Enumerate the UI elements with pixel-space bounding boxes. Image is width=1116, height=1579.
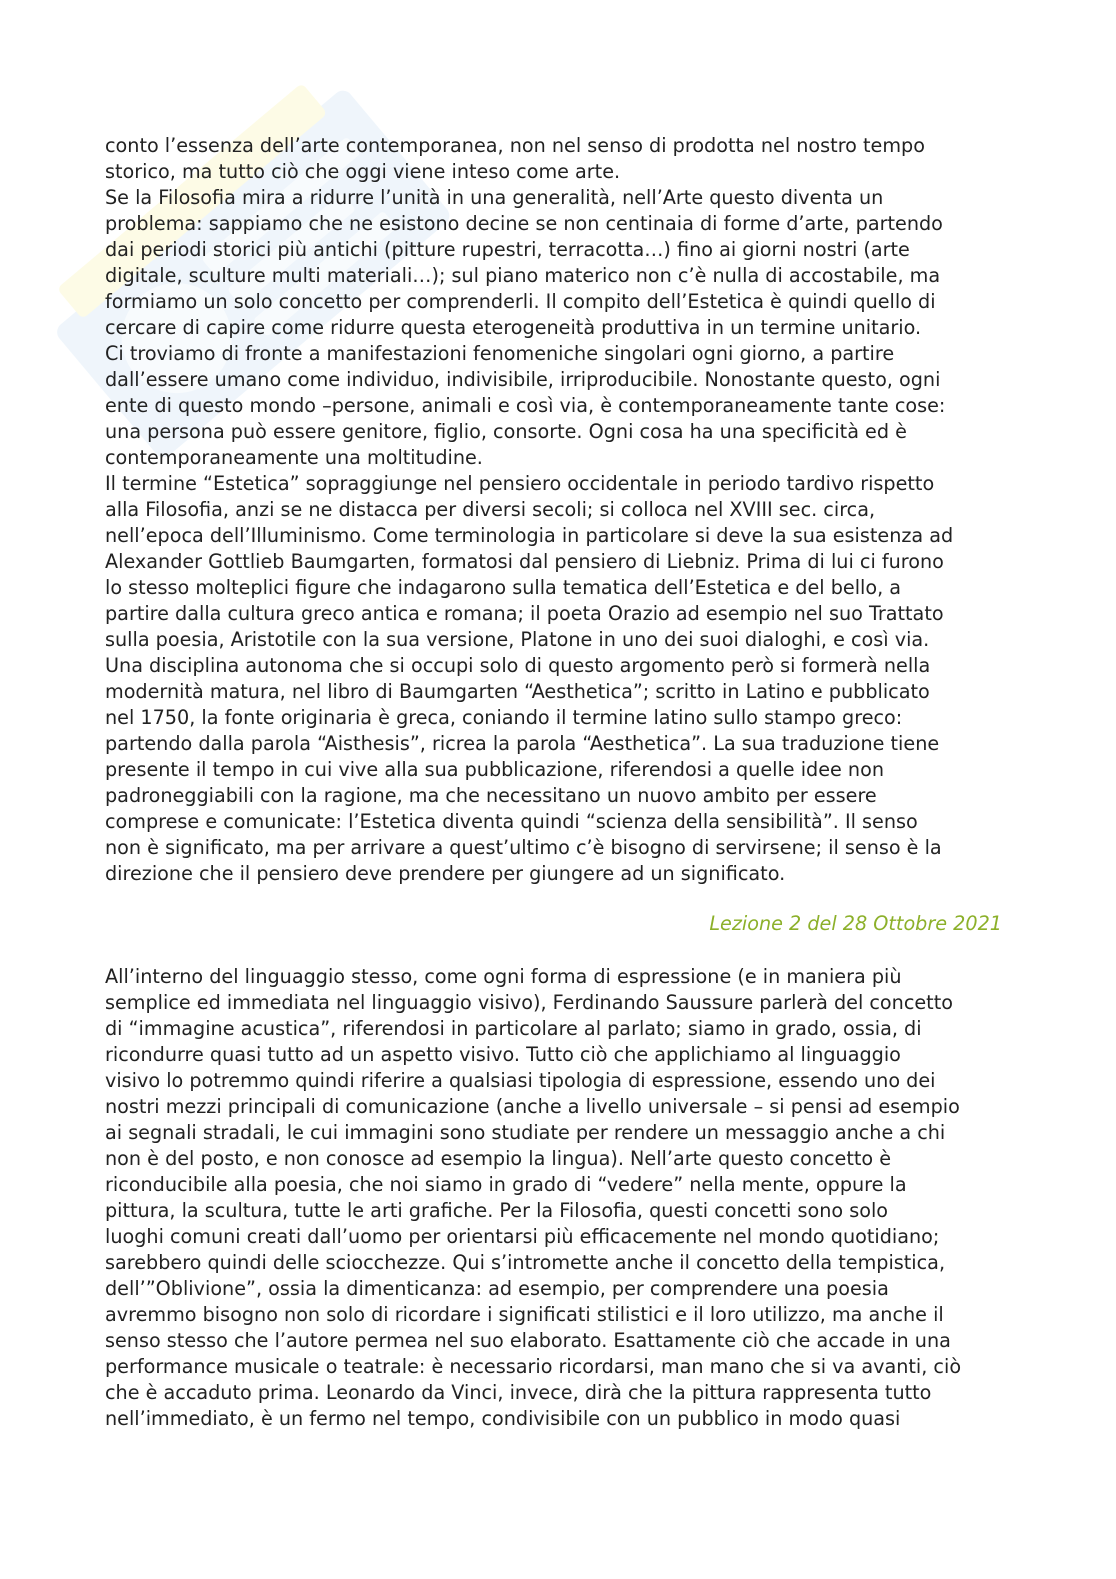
text-line: non è significato, ma per arrivare a quest’ultimo c’è bisogno di servirsene; il senso è la (105, 836, 942, 859)
text-line: pittura, la scultura, tutte le arti grafiche. Per la Filosofia, questi concetti sono solo (105, 1199, 889, 1222)
text-line: che è accaduto prima. Leonardo da Vinci, invece, dirà che la pittura rappresenta tutto (105, 1381, 932, 1404)
text-line: Il termine “Estetica” sopraggiunge nel pensiero occidentale in periodo tardivo rispetto (105, 472, 935, 495)
text-line: senso stesso che l’autore permea nel suo elaborato. Esattamente ciò che accade in una (105, 1329, 951, 1352)
text-line: non è del posto, e non conosce ad esempio la lingua). Nell’arte questo concetto è (105, 1147, 892, 1170)
text-line: ai segnali stradali, le cui immagini sono studiate per rendere un messaggio anche a chi (105, 1121, 946, 1144)
text-line: luoghi comuni creati dall’uomo per orientarsi più efficacemente nel mondo quotidiano; (105, 1225, 940, 1248)
text-line: dai periodi storici più antichi (pitture rupestri, terracotta…) fino ai giorni nostri (arte (105, 238, 910, 261)
lesson-heading: Lezione 2 del 28 Ottobre 2021 (709, 912, 1002, 935)
text-line: storico, ma tutto ciò che oggi viene inteso come arte. (105, 160, 621, 183)
text-line: formiamo un solo concetto per comprenderli. Il compito dell’Estetica è quindi quello di (105, 290, 936, 313)
text-line: lo stesso molteplici figure che indagarono sulla tematica dell’Estetica e del bello, a (105, 576, 902, 599)
text-line: semplice ed immediata nel linguaggio visivo), Ferdinando Saussure parlerà del concetto (105, 991, 953, 1014)
text-line: dall’essere umano come individuo, indivisibile, irriproducibile. Nonostante questo, ogni (105, 368, 941, 391)
text-line: Alexander Gottlieb Baumgarten, formatosi dal pensiero di Liebniz. Prima di lui ci furono (105, 550, 944, 573)
text-line: riconducibile alla poesia, che noi siamo in grado di “vedere” nella mente, oppure la (105, 1173, 907, 1196)
text-line: alla Filosofia, anzi se ne distacca per diversi secoli; si colloca nel XVIII sec. circa, (105, 498, 876, 521)
text-line: Se la Filosofia mira a ridurre l’unità in una generalità, nell’Arte questo diventa un (105, 186, 884, 209)
text-line: ente di questo mondo –persone, animali e così via, è contemporaneamente tante cose: (105, 394, 946, 417)
text-line: Una disciplina autonoma che si occupi solo di questo argomento però si formerà nella (105, 654, 931, 677)
text-line: Ci troviamo di fronte a manifestazioni fenomeniche singolari ogni giorno, a partire (105, 342, 895, 365)
text-line: partire dalla cultura greco antica e romana; il poeta Orazio ad esempio nel suo Trattato (105, 602, 944, 625)
text-line: direzione che il pensiero deve prendere per giungere ad un significato. (105, 862, 786, 885)
text-line: partendo dalla parola “Aisthesis”, ricrea la parola “Aesthetica”. La sua traduzione tiene (105, 732, 940, 755)
text-line: padroneggiabili con la ragione, ma che necessitano un nuovo ambito per essere (105, 784, 877, 807)
text-line: una persona può essere genitore, figlio, consorte. Ogni cosa ha una specificità ed è (105, 420, 907, 443)
text-line: nostri mezzi principali di comunicazione (anche a livello universale – si pensi ad esempio (105, 1095, 960, 1118)
text-line: sarebbero quindi delle sciocchezze. Qui s’intromette anche il concetto della tempistica, (105, 1251, 946, 1274)
text-line: cercare di capire come ridurre questa eterogeneità produttiva in un termine unitario. (105, 316, 922, 339)
text-line: digitale, sculture multi materiali…); sul piano materico non c’è nulla di accostabile, ma (105, 264, 941, 287)
text-line: sulla poesia, Aristotile con la sua versione, Platone in uno dei suoi dialoghi, e così via. (105, 628, 930, 651)
text-line: conto l’essenza dell’arte contemporanea, non nel senso di prodotta nel nostro tempo (105, 134, 925, 157)
text-line: presente il tempo in cui vive alla sua pubblicazione, riferendosi a quelle idee non (105, 758, 884, 781)
text-line: nell’immediato, è un fermo nel tempo, condivisibile con un pubblico in modo quasi (105, 1407, 901, 1430)
text-line: ricondurre quasi tutto ad un aspetto visivo. Tutto ciò che applichiamo al linguaggio (105, 1043, 901, 1066)
text-line: nel 1750, la fonte originaria è greca, coniando il termine latino sullo stampo greco: (105, 706, 903, 729)
text-line: dell’”Oblivione”, ossia la dimenticanza: ad esempio, per comprendere una poesia (105, 1277, 889, 1300)
text-line: contemporaneamente una moltitudine. (105, 446, 483, 469)
text-line: problema: sappiamo che ne esistono decine se non centinaia di forme d’arte, partendo (105, 212, 943, 235)
text-line: comprese e comunicate: l’Estetica diventa quindi “scienza della sensibilità”. Il senso (105, 810, 918, 833)
text-line: performance musicale o teatrale: è necessario ricordarsi, man mano che si va avanti, ciò (105, 1355, 962, 1378)
text-line: All’interno del linguaggio stesso, come ogni forma di espressione (e in maniera più (105, 965, 902, 988)
text-line: nell’epoca dell’Illuminismo. Come terminologia in particolare si deve la sua esistenza ad (105, 524, 954, 547)
text-line: modernità matura, nel libro di Baumgarten “Aesthetica”; scritto in Latino e pubblicato (105, 680, 930, 703)
body-text-section-1 (105, 133, 1025, 887)
text-line: avremmo bisogno non solo di ricordare i significati stilistici e il loro utilizzo, ma anche il (105, 1303, 944, 1326)
body-text-section-2 (105, 964, 1025, 1432)
text-line: di “immagine acustica”, riferendosi in particolare al parlato; siamo in grado, ossia, di (105, 1017, 922, 1040)
text-line: visivo lo potremmo quindi riferire a qualsiasi tipologia di espressione, essendo uno dei (105, 1069, 936, 1092)
